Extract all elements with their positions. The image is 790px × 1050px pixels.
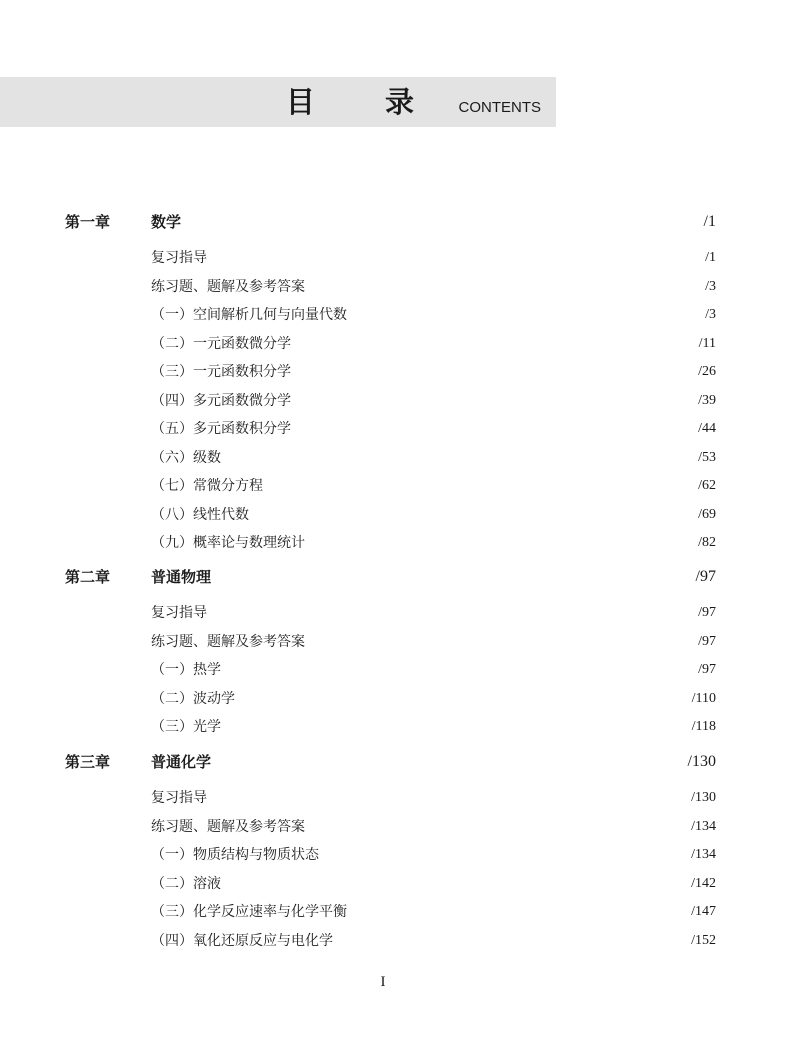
page-subtitle: CONTENTS <box>458 99 541 116</box>
entry-title: （三）化学反应速率与化学平衡 <box>151 904 347 920</box>
entry-title: （二）波动学 <box>151 691 235 707</box>
chapter-title: 数学 <box>151 213 182 231</box>
entry-page: /82 <box>698 535 716 550</box>
entry-title: 复习指导 <box>151 250 207 266</box>
chapter-number: 第三章 <box>65 753 111 771</box>
entry-page: /134 <box>691 847 716 862</box>
entry-page: /97 <box>698 605 716 620</box>
entry-page: /39 <box>698 393 716 408</box>
entry-title: （一）物质结构与物质状态 <box>151 847 319 863</box>
chapter-title: 普通物理 <box>151 568 212 586</box>
entry-page: /26 <box>698 364 716 379</box>
entry-title: （五）多元函数积分学 <box>151 421 291 437</box>
entry-title: （三）一元函数积分学 <box>151 364 291 380</box>
chapter-title: 普通化学 <box>151 753 212 771</box>
entry-page: /110 <box>691 691 716 706</box>
entry-title: 练习题、题解及参考答案 <box>151 279 305 295</box>
chapter-page: /130 <box>687 753 716 770</box>
chapter-number: 第二章 <box>65 568 111 586</box>
entry-title: （六）级数 <box>151 450 221 466</box>
page-number: I <box>380 974 386 990</box>
entry-page: /69 <box>698 507 716 522</box>
entry-title: 复习指导 <box>151 790 207 806</box>
entry-title: （一）空间解析几何与向量代数 <box>151 307 347 323</box>
entry-page: /3 <box>705 307 716 322</box>
entry-page: /62 <box>698 478 716 493</box>
entry-title: （七）常微分方程 <box>151 478 263 494</box>
entry-page: /130 <box>691 790 716 805</box>
page-title: 目 录 <box>285 85 444 119</box>
contents-banner <box>0 77 556 127</box>
entry-title: （二）溶液 <box>151 876 221 892</box>
chapter-page: /97 <box>695 568 716 585</box>
entry-page: /97 <box>698 634 716 649</box>
entry-page: /152 <box>691 933 716 948</box>
entry-title: （三）光学 <box>151 719 221 735</box>
entry-page: /1 <box>705 250 716 265</box>
entry-page: /44 <box>698 421 716 436</box>
entry-page: /3 <box>705 279 716 294</box>
entry-title: 练习题、题解及参考答案 <box>151 819 305 835</box>
entry-page: /97 <box>698 662 716 677</box>
entry-page: /147 <box>691 904 716 919</box>
entry-title: （九）概率论与数理统计 <box>151 535 305 551</box>
entry-title: （四）多元函数微分学 <box>151 393 291 409</box>
entry-page: /53 <box>698 450 716 465</box>
entry-page: /118 <box>691 719 716 734</box>
entry-page: /142 <box>691 876 716 891</box>
entry-title: （四）氧化还原反应与电化学 <box>151 933 333 949</box>
chapter-page: /1 <box>703 213 716 230</box>
entry-title: 复习指导 <box>151 605 207 621</box>
entry-title: 练习题、题解及参考答案 <box>151 634 305 650</box>
entry-page: /134 <box>691 819 716 834</box>
entry-page: /11 <box>698 336 716 351</box>
entry-title: （二）一元函数微分学 <box>151 336 291 352</box>
entry-title: （八）线性代数 <box>151 507 249 523</box>
chapter-number: 第一章 <box>65 213 111 231</box>
entry-title: （一）热学 <box>151 662 221 678</box>
